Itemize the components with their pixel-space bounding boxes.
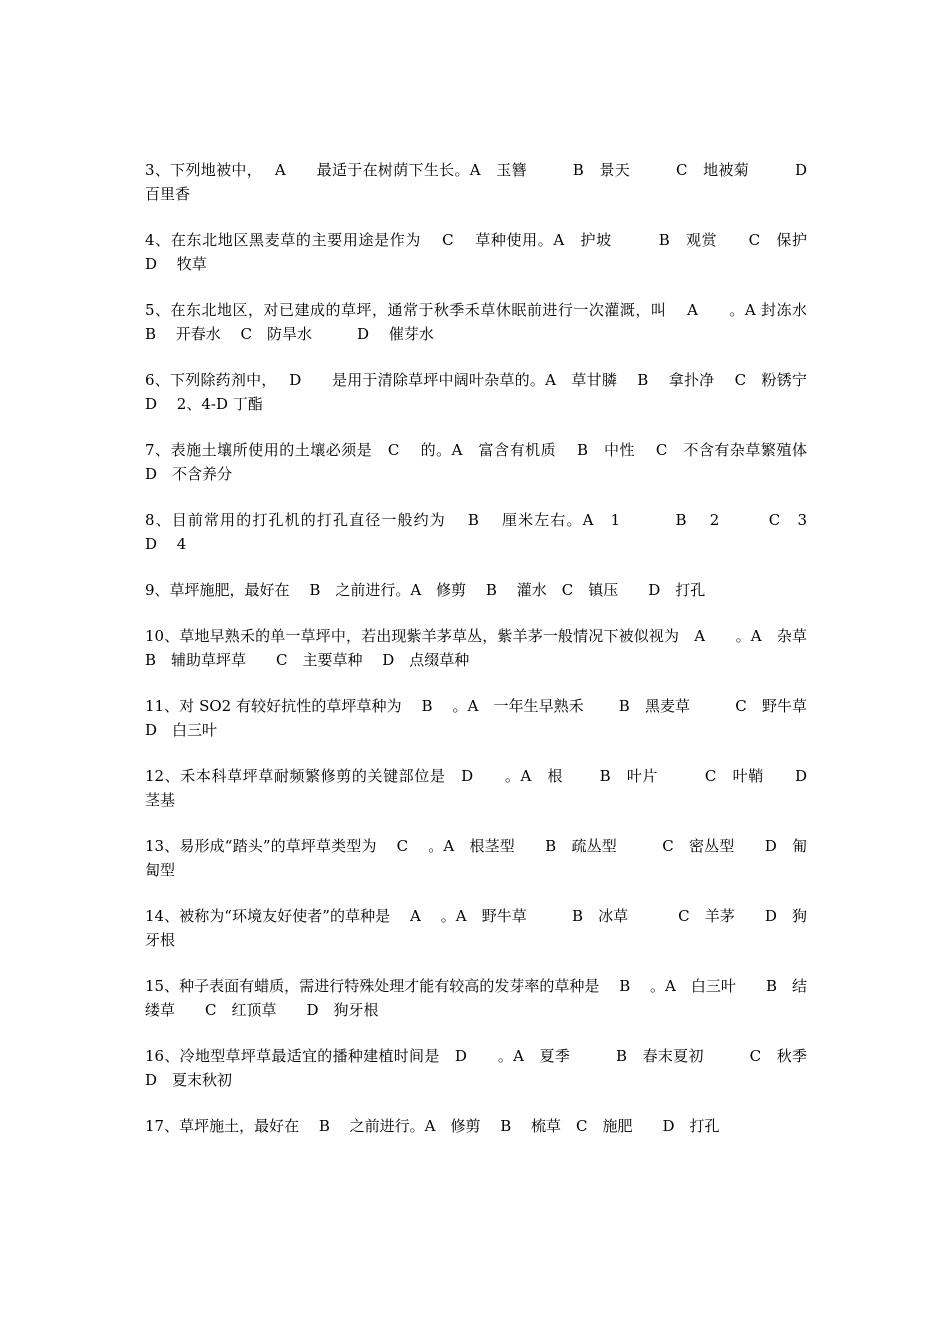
question-4: 4、在东北地区黑麦草的主要用途是作为 C 草种使用。A 护坡 B 观赏 C 保护 D 牧草 [145, 231, 868, 273]
question-12: 12、禾本科草坪草耐频繁修剪的关键部位是 D 。A 根 B 叶片 C 叶鞘 D 茎基 [145, 767, 823, 809]
question-16: 16、冷地型草坪草最适宜的播种建植时间是 D 。A 夏季 B 春末夏初 C 秋季 D 夏末秋初 [145, 1047, 853, 1089]
question-14: 14、被称为“环境友好使者”的草种是 A 。A 野牛草 B 冰草 C 羊茅 D 狗牙根 [145, 907, 807, 949]
question-list [145, 158, 868, 1160]
question-15: 15、种子表面有蜡质，需进行特殊处理才能有较高的发芽率的草种是 B 。A 白三叶 B 结缕草 C 红顶草 D 狗牙根 [145, 977, 807, 1019]
question-17: 17、草坪施土，最好在 B 之前进行。A 修剪 B 梳草 C 施肥 D 打孔 [145, 1117, 720, 1135]
question-6: 6、下列除药剂中， D 是用于清除草坪中阔叶杂草的。A 草甘膦 B 拿扑净 C 粉锈宁 D 2、4-D 丁酯 [145, 371, 838, 413]
question-8: 8、目前常用的打孔机的打孔直径一般约为 B 厘米左右。A 1 B 2 C 3 D 4 [145, 511, 857, 553]
question-7: 7、表施土壤所使用的土壤必须是 C 的。A 富含有机质 B 中性 C 不含有杂草繁殖体 D 不含养分 [145, 441, 827, 483]
question-5: 5、在东北地区，对已建成的草坪，通常于秋季禾草休眠前进行一次灌溉，叫 A 。A 封冻水 B 开春水 C 防旱水 D 催芽水 [145, 301, 823, 343]
question-13: 13、易形成“踏头”的草坪草类型为 C 。A 根茎型 B 疏丛型 C 密丛型 D 匍匐型 [145, 837, 807, 879]
question-10: 10、草地早熟禾的单一草坪中，若出现紫羊茅草丛，紫羊茅一般情况下被似视为 A 。A 杂草 B 辅助草坪草 C 主要草种 D 点缀草种 [145, 627, 838, 669]
question-9: 9、草坪施肥，最好在 B 之前进行。A 修剪 B 灌水 C 镇压 D 打孔 [145, 581, 706, 599]
question-3: 3、下列地被中， A 最适于在树荫下生长。A 玉簪 B 景天 C 地被菊 D 百里香 [145, 161, 838, 203]
question-11: 11、对 SO2 有较好抗性的草坪草种为 B 。A 一年生早熟禾 B 黑麦草 C 野牛草 D 白三叶 [145, 697, 838, 739]
